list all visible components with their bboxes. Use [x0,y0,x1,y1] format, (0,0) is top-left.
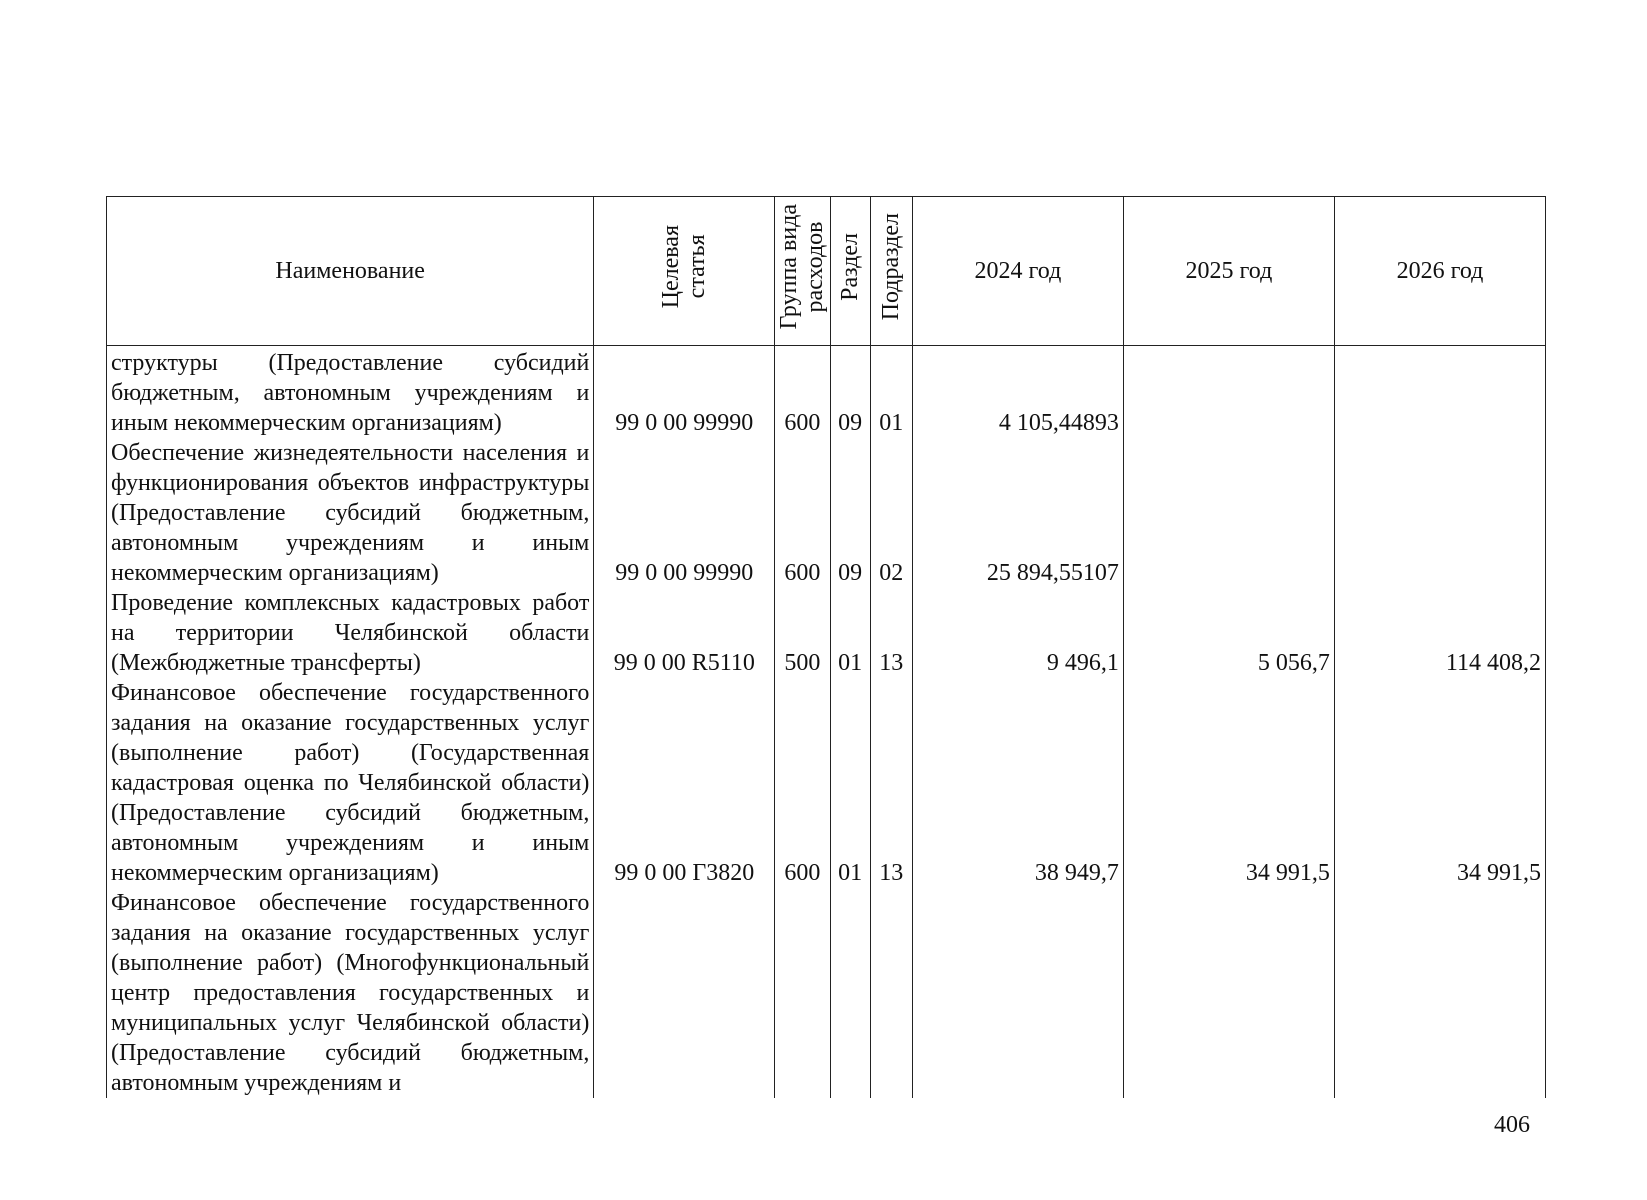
row-amount-2024: 25 894,55107 [912,438,1123,588]
row-subsection: 02 [870,438,912,588]
header-expense-group: Группа вида расходов [775,197,830,346]
row-amount-2024: 4 105,44893 [912,346,1123,439]
table-row [107,588,1546,678]
header-subsection: Подраздел [870,197,912,346]
row-amount-2025 [1123,346,1334,439]
row-amount-2026: 34 991,5 [1334,678,1545,888]
row-amount-2024: 38 949,7 [912,678,1123,888]
table-row [107,888,1546,1098]
header-target-article: Целевая статья [594,197,775,346]
row-amount-2025 [1123,888,1334,1098]
row-code: 99 0 00 Г3820 [594,678,775,888]
table-row [107,678,1546,888]
header-name: Наименование [107,197,594,346]
row-group [775,888,830,1098]
row-section: 09 [830,346,870,439]
row-name: Проведение комплексных кадастровых работ на территории Челябинской области (Межбюджетные трансферты) [107,588,594,678]
row-amount-2026: 114 408,2 [1334,588,1545,678]
row-code: 99 0 00 R5110 [594,588,775,678]
row-amount-2026 [1334,438,1545,588]
header-section: Раздел [830,197,870,346]
row-amount-2025 [1123,438,1334,588]
row-amount-2024: 9 496,1 [912,588,1123,678]
header-year-2025: 2025 год [1123,197,1334,346]
row-code: 99 0 00 99990 [594,438,775,588]
row-group: 600 [775,678,830,888]
page-number: 406 [1494,1112,1530,1138]
row-group: 600 [775,346,830,439]
table-row [107,346,1546,439]
row-name: Финансовое обеспечение государственного задания на оказание государственных услуг (выполнение работ) (Многофункциональный центр предоставления государственных и муниципальных услуг Челябинской области) (Предоставление субсидий бюджетным, автономным учреждениям и [107,888,594,1098]
row-group: 600 [775,438,830,588]
row-section: 01 [830,588,870,678]
row-amount-2026 [1334,346,1545,439]
row-subsection: 13 [870,588,912,678]
row-code: 99 0 00 99990 [594,346,775,439]
row-name: Финансовое обеспечение государственного задания на оказание государственных услуг (выполнение работ) (Государственная кадастровая оценка по Челябинской области) (Предоставление субсидий бюджетным, автономным учреждениям и иным некоммерческим организациям) [107,678,594,888]
header-row [107,197,1546,346]
row-name: структуры (Предоставление субсидий бюджетным, автономным учреждениям и иным некоммерческим организациям) [107,346,594,439]
row-amount-2025: 5 056,7 [1123,588,1334,678]
row-section [830,888,870,1098]
row-subsection: 01 [870,346,912,439]
row-subsection [870,888,912,1098]
row-amount-2024 [912,888,1123,1098]
table-row [107,438,1546,588]
row-section: 01 [830,678,870,888]
header-year-2026: 2026 год [1334,197,1545,346]
row-amount-2026 [1334,888,1545,1098]
row-amount-2025: 34 991,5 [1123,678,1334,888]
header-year-2024: 2024 год [912,197,1123,346]
row-name: Обеспечение жизнедеятельности населения и функционирования объектов инфраструктуры (Предоставление субсидий бюджетным, автономным учреждениям и иным некоммерческим организациям) [107,438,594,588]
budget-table [106,196,1546,1098]
row-subsection: 13 [870,678,912,888]
row-group: 500 [775,588,830,678]
row-code [594,888,775,1098]
row-section: 09 [830,438,870,588]
